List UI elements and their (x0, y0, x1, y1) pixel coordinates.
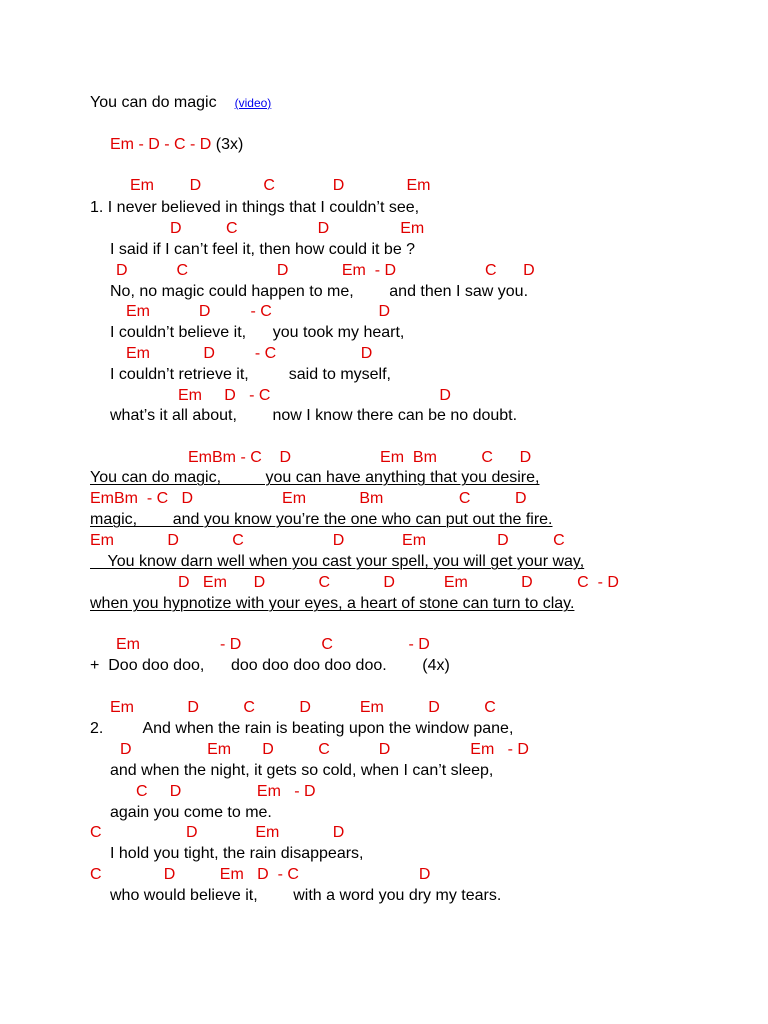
chord-line: Em - D C - D (116, 636, 430, 653)
lyric-line: 1. I never believed in things that I couldn’t see, (90, 199, 420, 216)
lyric-line: + Doo doo doo, doo doo doo doo doo. (4x) (90, 657, 450, 674)
chord-line: C D Em D - C D (90, 866, 431, 883)
chord-line: Em D C D Em (130, 177, 431, 194)
intro-repeat: (3x) (215, 136, 244, 153)
lyric-line: You can do magic, you can have anything that you desire, (90, 469, 540, 486)
chord-line: Em D - C D (126, 303, 391, 320)
lyric-line: who would believe it, with a word you dry my tears. (110, 887, 502, 904)
lyric-line: 2. And when the rain is beating upon the window pane, (90, 720, 514, 737)
intro-line (110, 136, 243, 154)
lyric-line: magic, and you know you’re the one who can put out the fire. (90, 511, 553, 528)
chord-line: C D Em D (90, 824, 345, 841)
chord-line: D Em D C D Em D C - D (178, 574, 619, 591)
title-row (90, 94, 271, 112)
lyric-line: I hold you tight, the rain disappears, (110, 845, 364, 862)
chord-line: C D Em - D (136, 783, 316, 800)
lyric-line: I couldn’t retrieve it, said to myself, (110, 366, 391, 383)
chord-line: D C D Em - D C D (116, 262, 535, 279)
chord-line: EmBm - C D Em Bm C D (90, 490, 527, 507)
chord-line: Em D C D Em D C (90, 532, 565, 549)
lyric-line: and when the night, it gets so cold, when I can’t sleep, (110, 762, 494, 779)
chord-line: EmBm - C D Em Bm C D (188, 449, 532, 466)
lyric-line: You know darn well when you cast your spell, you will get your way, (90, 553, 585, 570)
video-link[interactable]: (video) (234, 96, 272, 110)
lyric-line: I said if I can’t feel it, then how could it be ? (110, 241, 416, 258)
lyric-line: No, no magic could happen to me, and then I saw you. (110, 283, 529, 300)
song-title: You can do magic (90, 94, 217, 111)
lyric-line: when you hypnotize with your eyes, a heart of stone can turn to clay. (90, 595, 575, 612)
chord-line: D Em D C D Em - D (120, 741, 529, 758)
chord-line: Em D - C D (126, 345, 373, 362)
lyric-line: what’s it all about, now I know there can be no doubt. (110, 407, 518, 424)
intro-chords: Em - D - C - D (110, 136, 212, 153)
chord-line: Em D C D Em D C (110, 699, 496, 716)
chord-line: D C D Em (170, 220, 425, 237)
lyric-line: again you come to me. (110, 804, 272, 821)
lyric-line: I couldn’t believe it, you took my heart, (110, 324, 405, 341)
chord-line: Em D - C D (178, 387, 451, 404)
